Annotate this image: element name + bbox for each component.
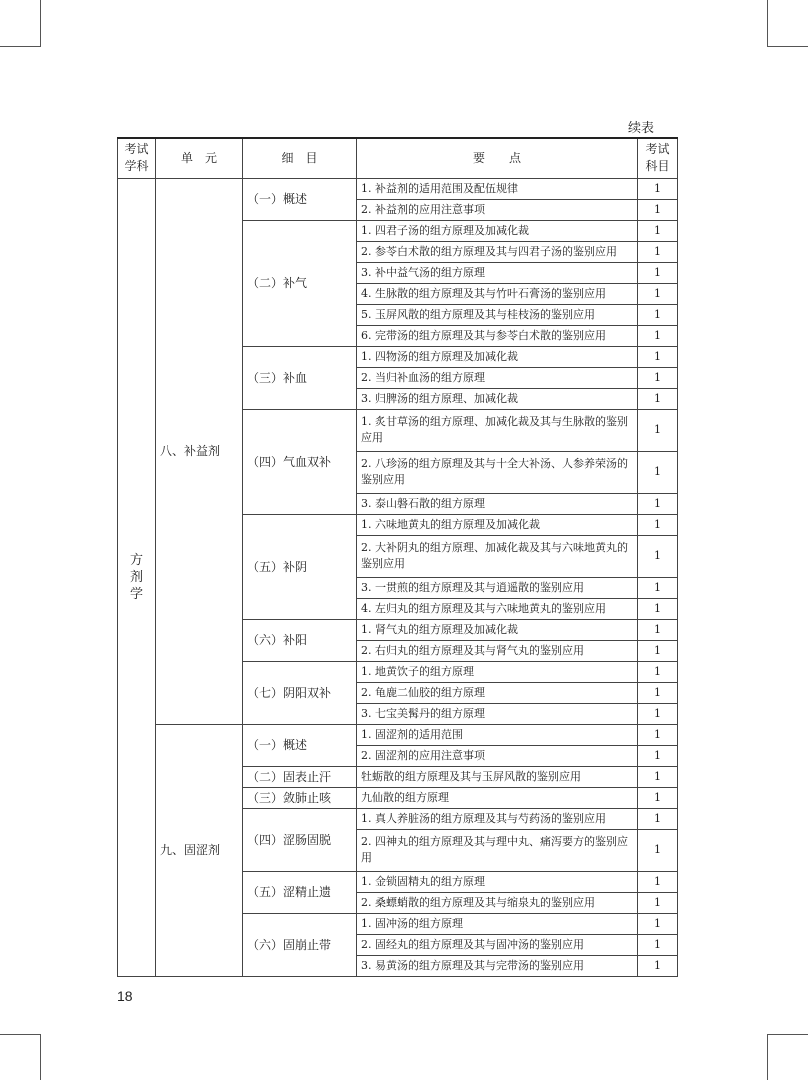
point-cell: 3. 补中益气汤的组方原理	[357, 262, 638, 283]
point-cell: 1. 六味地黄丸的组方原理及加减化裁	[357, 514, 638, 535]
point-cell: 2. 固涩剂的应用注意事项	[357, 745, 638, 766]
point-cell: 1. 真人养脏汤的组方原理及其与芍药汤的鉴别应用	[357, 808, 638, 829]
level-cell: 1	[638, 598, 678, 619]
header-point: 要 点	[357, 138, 638, 178]
level-cell: 1	[638, 619, 678, 640]
level-cell: 1	[638, 703, 678, 724]
point-cell: 2. 参苓白术散的组方原理及其与四君子汤的鉴别应用	[357, 241, 638, 262]
point-cell: 2. 固经丸的组方原理及其与固冲汤的鉴别应用	[357, 934, 638, 955]
point-cell: 牡蛎散的组方原理及其与玉屏风散的鉴别应用	[357, 766, 638, 787]
item-cell: （六）补阳	[243, 619, 357, 661]
level-cell: 1	[638, 577, 678, 598]
item-cell: （二）固表止汗	[243, 766, 357, 787]
item-cell: （四）气血双补	[243, 409, 357, 514]
table-row	[118, 724, 678, 745]
level-cell: 1	[638, 409, 678, 451]
point-cell: 2. 龟鹿二仙胶的组方原理	[357, 682, 638, 703]
header-item: 细 目	[243, 138, 357, 178]
level-cell: 1	[638, 745, 678, 766]
header-unit: 单 元	[156, 138, 243, 178]
unit-cell: 九、固涩剂	[156, 724, 243, 976]
point-cell: 2. 桑螵蛸散的组方原理及其与缩泉丸的鉴别应用	[357, 892, 638, 913]
level-cell: 1	[638, 346, 678, 367]
level-cell: 1	[638, 766, 678, 787]
item-cell: （一）概述	[243, 724, 357, 766]
item-cell: （三）敛肺止咳	[243, 787, 357, 808]
level-cell: 1	[638, 535, 678, 577]
point-cell: 2. 八珍汤的组方原理及其与十全大补汤、人参养荣汤的鉴别应用	[357, 451, 638, 493]
item-cell: （六）固崩止带	[243, 913, 357, 976]
level-cell: 1	[638, 829, 678, 871]
level-cell: 1	[638, 934, 678, 955]
level-cell: 1	[638, 493, 678, 514]
unit-cell: 八、补益剂	[156, 178, 243, 724]
level-cell: 1	[638, 724, 678, 745]
continued-label: 续表	[628, 121, 655, 136]
item-cell: （五）补阴	[243, 514, 357, 619]
item-cell: （三）补血	[243, 346, 357, 409]
crop-mark	[767, 46, 808, 47]
level-cell: 1	[638, 451, 678, 493]
level-cell: 1	[638, 871, 678, 892]
point-cell: 3. 易黄汤的组方原理及其与完带汤的鉴别应用	[357, 955, 638, 976]
point-cell: 1. 地黄饮子的组方原理	[357, 661, 638, 682]
item-cell: （四）涩肠固脱	[243, 808, 357, 871]
crop-mark	[767, 1034, 768, 1080]
level-cell: 1	[638, 808, 678, 829]
item-cell: （七）阴阳双补	[243, 661, 357, 724]
table-row	[118, 178, 678, 199]
level-cell: 1	[638, 241, 678, 262]
point-cell: 1. 固涩剂的适用范围	[357, 724, 638, 745]
point-cell: 2. 四神丸的组方原理及其与理中丸、痛泻要方的鉴别应用	[357, 829, 638, 871]
level-cell: 1	[638, 199, 678, 220]
level-cell: 1	[638, 220, 678, 241]
point-cell: 1. 炙甘草汤的组方原理、加减化裁及其与生脉散的鉴别应用	[357, 409, 638, 451]
point-cell: 2. 右归丸的组方原理及其与肾气丸的鉴别应用	[357, 640, 638, 661]
level-cell: 1	[638, 283, 678, 304]
point-cell: 6. 完带汤的组方原理及其与参苓白术散的鉴别应用	[357, 325, 638, 346]
level-cell: 1	[638, 304, 678, 325]
point-cell: 2. 大补阴丸的组方原理、加减化裁及其与六味地黄丸的鉴别应用	[357, 535, 638, 577]
page-number: 18	[117, 988, 133, 1004]
point-cell: 1. 四物汤的组方原理及加减化裁	[357, 346, 638, 367]
point-cell: 5. 玉屏风散的组方原理及其与桂枝汤的鉴别应用	[357, 304, 638, 325]
level-cell: 1	[638, 661, 678, 682]
item-cell: （五）涩精止遗	[243, 871, 357, 913]
point-cell: 3. 七宝美髯丹的组方原理	[357, 703, 638, 724]
level-cell: 1	[638, 178, 678, 199]
point-cell: 4. 左归丸的组方原理及其与六味地黄丸的鉴别应用	[357, 598, 638, 619]
point-cell: 3. 一贯煎的组方原理及其与逍遥散的鉴别应用	[357, 577, 638, 598]
level-cell: 1	[638, 388, 678, 409]
syllabus-table	[117, 137, 678, 977]
level-cell: 1	[638, 955, 678, 976]
point-cell: 1. 金锁固精丸的组方原理	[357, 871, 638, 892]
point-cell: 1. 补益剂的适用范围及配伍规律	[357, 178, 638, 199]
point-cell: 3. 泰山磐石散的组方原理	[357, 493, 638, 514]
level-cell: 1	[638, 640, 678, 661]
point-cell: 1. 四君子汤的组方原理及加减化裁	[357, 220, 638, 241]
item-cell: （一）概述	[243, 178, 357, 220]
crop-mark	[767, 1034, 808, 1035]
level-cell: 1	[638, 262, 678, 283]
point-cell: 2. 补益剂的应用注意事项	[357, 199, 638, 220]
crop-mark	[40, 0, 41, 46]
subject-name: 方剂学	[129, 552, 143, 602]
subject-cell	[118, 178, 156, 976]
header-subject: 考试学科	[118, 138, 156, 178]
header-level: 考试科目	[638, 138, 678, 178]
point-cell: 4. 生脉散的组方原理及其与竹叶石膏汤的鉴别应用	[357, 283, 638, 304]
point-cell: 九仙散的组方原理	[357, 787, 638, 808]
level-cell: 1	[638, 367, 678, 388]
point-cell: 3. 归脾汤的组方原理、加减化裁	[357, 388, 638, 409]
level-cell: 1	[638, 682, 678, 703]
level-cell: 1	[638, 913, 678, 934]
crop-mark	[0, 1034, 41, 1035]
level-cell: 1	[638, 892, 678, 913]
level-cell: 1	[638, 787, 678, 808]
level-cell: 1	[638, 325, 678, 346]
point-cell: 2. 当归补血汤的组方原理	[357, 367, 638, 388]
level-cell: 1	[638, 514, 678, 535]
point-cell: 1. 固冲汤的组方原理	[357, 913, 638, 934]
item-cell: （二）补气	[243, 220, 357, 346]
point-cell: 1. 肾气丸的组方原理及加减化裁	[357, 619, 638, 640]
crop-mark	[0, 46, 41, 47]
crop-mark	[40, 1034, 41, 1080]
table-header-row	[118, 138, 678, 178]
table-body	[118, 178, 678, 976]
crop-mark	[767, 0, 768, 46]
